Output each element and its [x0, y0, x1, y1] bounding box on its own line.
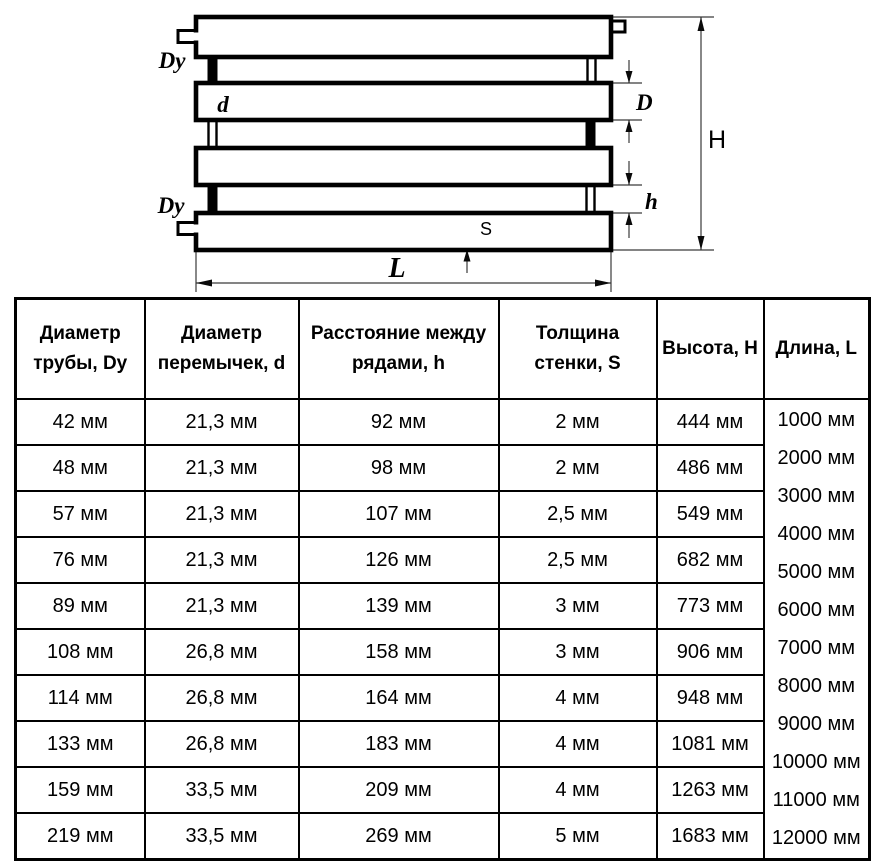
label-d: d — [217, 92, 229, 117]
stub-opening-bottom — [193, 225, 199, 233]
cell-dy: 89 мм — [16, 583, 145, 629]
table-row — [16, 675, 870, 721]
cell-dy: 57 мм — [16, 491, 145, 537]
cell-s: 2,5 мм — [499, 537, 657, 583]
header-height: Высота, H — [657, 299, 764, 400]
label-dy-bottom: Dy — [157, 193, 185, 218]
cell-d: 21,3 мм — [145, 583, 299, 629]
header-wall-thickness: Толщина стенки, S — [499, 299, 657, 400]
cell-d: 21,3 мм — [145, 491, 299, 537]
cell-height: 773 мм — [657, 583, 764, 629]
header-row-spacing: Расстояние между рядами, h — [299, 299, 499, 400]
label-D: D — [636, 90, 653, 115]
cell-h: 98 мм — [299, 445, 499, 491]
length-value: 5000 мм — [777, 561, 856, 583]
cell-d: 21,3 мм — [145, 445, 299, 491]
table-row — [16, 399, 870, 445]
cell-h: 158 мм — [299, 629, 499, 675]
length-value: 6000 мм — [777, 599, 856, 621]
header-length: Длина, L — [764, 299, 870, 400]
stub-opening-top — [193, 33, 199, 41]
cell-s: 2 мм — [499, 445, 657, 491]
cell-height: 1263 мм — [657, 767, 764, 813]
length-value: 7000 мм — [777, 637, 856, 659]
cell-s: 4 мм — [499, 721, 657, 767]
cell-height: 1081 мм — [657, 721, 764, 767]
specs-table — [14, 297, 871, 861]
label-H: H — [708, 126, 727, 154]
cell-dy: 133 мм — [16, 721, 145, 767]
length-value: 8000 мм — [777, 675, 856, 697]
cell-height: 444 мм — [657, 399, 764, 445]
label-dy-top: Dy — [158, 48, 186, 73]
cell-h: 183 мм — [299, 721, 499, 767]
cell-s: 2,5 мм — [499, 491, 657, 537]
cell-dy: 114 мм — [16, 675, 145, 721]
pipe-row-4 — [196, 213, 611, 250]
cell-d: 33,5 мм — [145, 813, 299, 860]
length-value: 4000 мм — [777, 523, 856, 545]
cell-s: 3 мм — [499, 629, 657, 675]
cell-s: 5 мм — [499, 813, 657, 860]
cell-h: 269 мм — [299, 813, 499, 860]
cell-s: 4 мм — [499, 767, 657, 813]
cell-height: 486 мм — [657, 445, 764, 491]
cell-height: 948 мм — [657, 675, 764, 721]
cell-dy: 42 мм — [16, 399, 145, 445]
header-diameter-dy: Диаметр трубы, Dy — [16, 299, 145, 400]
pipe-row-1 — [196, 17, 611, 57]
table-row — [16, 813, 870, 860]
cell-dy: 159 мм — [16, 767, 145, 813]
cell-lengths — [764, 399, 870, 860]
cell-h: 126 мм — [299, 537, 499, 583]
length-value: 2000 мм — [777, 447, 856, 469]
cell-h: 164 мм — [299, 675, 499, 721]
length-value: 10000 мм — [771, 751, 861, 773]
cell-dy: 219 мм — [16, 813, 145, 860]
label-h: h — [645, 189, 658, 214]
pipe-rows — [196, 17, 611, 250]
register-diagram — [0, 0, 882, 297]
length-value: 11000 мм — [772, 789, 860, 811]
cell-height: 549 мм — [657, 491, 764, 537]
cell-dy: 48 мм — [16, 445, 145, 491]
cell-d: 26,8 мм — [145, 629, 299, 675]
table-row — [16, 583, 870, 629]
thin-jumpers — [209, 55, 596, 215]
cell-d: 21,3 мм — [145, 399, 299, 445]
cell-d: 33,5 мм — [145, 767, 299, 813]
length-list — [765, 400, 869, 858]
length-value: 12000 мм — [771, 827, 861, 849]
pipe-row-2 — [196, 83, 611, 120]
table-row — [16, 537, 870, 583]
cell-dy: 76 мм — [16, 537, 145, 583]
table-row — [16, 491, 870, 537]
cell-s: 4 мм — [499, 675, 657, 721]
cell-d: 26,8 мм — [145, 675, 299, 721]
cell-d: 26,8 мм — [145, 721, 299, 767]
cell-height: 1683 мм — [657, 813, 764, 860]
thick-jumpers — [208, 54, 596, 215]
table-row — [16, 629, 870, 675]
table-row — [16, 445, 870, 491]
pipe-row-3 — [196, 148, 611, 185]
cell-h: 139 мм — [299, 583, 499, 629]
header-row — [16, 299, 870, 400]
cell-s: 3 мм — [499, 583, 657, 629]
cell-h: 107 мм — [299, 491, 499, 537]
header-diameter-d: Диаметр перемычек, d — [145, 299, 299, 400]
cell-h: 209 мм — [299, 767, 499, 813]
cell-dy: 108 мм — [16, 629, 145, 675]
label-S: S — [480, 219, 493, 239]
cell-s: 2 мм — [499, 399, 657, 445]
cell-height: 906 мм — [657, 629, 764, 675]
cell-d: 21,3 мм — [145, 537, 299, 583]
length-value: 1000 мм — [777, 409, 856, 431]
length-value: 9000 мм — [777, 713, 856, 735]
table-row — [16, 767, 870, 813]
cell-h: 92 мм — [299, 399, 499, 445]
label-L: L — [388, 253, 406, 284]
table-row — [16, 721, 870, 767]
cell-height: 682 мм — [657, 537, 764, 583]
length-value: 3000 мм — [777, 485, 856, 507]
